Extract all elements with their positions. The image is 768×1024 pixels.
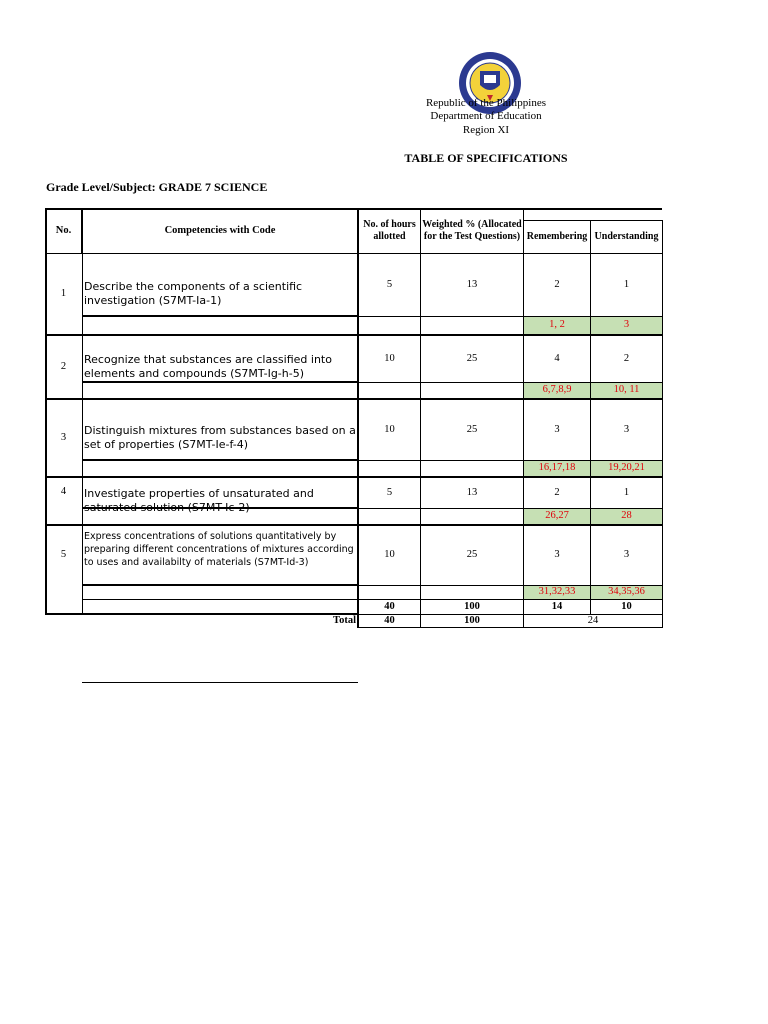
row2-understanding: 2 xyxy=(623,352,630,364)
row5-competency: Express concentrations of solutions quantitatively by preparing different concentrations of mixtures according to uses and availabilty of materials (S7MT-Id-3) xyxy=(84,531,354,568)
row4-weighted: 13 xyxy=(466,486,478,498)
row3-remembering: 3 xyxy=(554,423,560,435)
row5-understanding-items: 34,35,36 xyxy=(608,586,645,597)
row4-understanding-items: 28 xyxy=(621,510,632,521)
total-weighted: 100 xyxy=(464,615,480,626)
row3-competency: Distinguish mixtures from substances based on a set of properties (S7MT-Ie-f-4) xyxy=(84,423,356,451)
row1-remembering: 2 xyxy=(554,279,560,290)
col-header-remembering: Remembering xyxy=(526,231,588,242)
row2-competency: Recognize that substances are classified into elements and compounds (S7MT-Ig-h-5) xyxy=(84,352,332,380)
row3-understanding-items: 19,20,21 xyxy=(608,462,645,473)
row2-hours: 10 xyxy=(384,352,395,364)
total-label: Total xyxy=(333,615,356,626)
row1-understanding: 1 xyxy=(623,279,630,290)
header-region: Region XI xyxy=(462,124,510,136)
subtotal-hours: 40 xyxy=(384,601,395,612)
grade-label: Grade Level/Subject: xyxy=(46,180,156,194)
row3-understanding: 3 xyxy=(623,423,630,435)
row4-no: 4 xyxy=(60,486,67,497)
row5-weighted: 25 xyxy=(466,549,478,560)
col-header-hours: No. of hours allotted xyxy=(363,219,416,242)
row3-remembering-items: 16,17,18 xyxy=(538,462,576,473)
grade-level-subject xyxy=(46,180,267,195)
subtotal-weighted: 100 xyxy=(464,601,480,612)
subtotal-understanding: 10 xyxy=(621,601,632,612)
row1-no: 1 xyxy=(60,288,67,299)
row1-weighted: 13 xyxy=(466,279,478,290)
row1-hours: 5 xyxy=(386,279,393,290)
row3-weighted: 25 xyxy=(466,423,478,435)
signature-line xyxy=(82,682,358,683)
col-header-understanding: Understanding xyxy=(594,231,659,242)
row2-remembering: 4 xyxy=(554,352,560,364)
row2-remembering-items: 6,7,8,9 xyxy=(542,384,572,395)
row5-hours: 10 xyxy=(384,549,395,560)
row4-remembering-items: 26,27 xyxy=(545,510,569,521)
col-header-competencies: Competencies with Code xyxy=(164,225,276,236)
row4-remembering: 2 xyxy=(554,486,560,498)
page-title: TABLE OF SPECIFICATIONS xyxy=(404,151,568,165)
total-hours: 40 xyxy=(384,615,395,626)
right-border xyxy=(662,220,663,628)
grade-value: GRADE 7 SCIENCE xyxy=(158,180,268,194)
row4-understanding: 1 xyxy=(623,486,630,498)
total-bottom xyxy=(358,627,662,628)
row5-no: 5 xyxy=(60,549,67,560)
subtotal-remembering: 14 xyxy=(551,601,563,612)
row1-understanding-items: 3 xyxy=(623,319,630,330)
total-combined: 24 xyxy=(587,615,599,626)
header-republic: Republic of the Philippines xyxy=(425,97,547,109)
row1-competency: Describe the components of a scientific investigation (S7MT-Ia-1) xyxy=(84,280,303,307)
row4-competency: Investigate properties of unsaturated and saturated solution (S7MT-Ic-2) xyxy=(84,486,314,514)
row3-hours: 10 xyxy=(384,423,395,435)
row1-remembering-items: 1, 2 xyxy=(549,319,565,330)
row5-remembering-items: 31,32,33 xyxy=(538,586,576,597)
row3-no: 3 xyxy=(60,431,67,443)
header-department: Department of Education xyxy=(430,110,542,122)
row5-understanding: 3 xyxy=(623,549,630,560)
no-col-line xyxy=(82,253,83,614)
row2-understanding-items: 10, 11 xyxy=(613,384,640,395)
row2-no: 2 xyxy=(60,360,67,372)
row2-weighted: 25 xyxy=(466,352,478,364)
col-header-weighted: Weighted % (Allocated for the Test Questions) xyxy=(422,219,522,242)
row4-hours: 5 xyxy=(386,486,393,498)
col-header-no: No. xyxy=(55,225,72,236)
row5-remembering: 3 xyxy=(554,549,560,560)
